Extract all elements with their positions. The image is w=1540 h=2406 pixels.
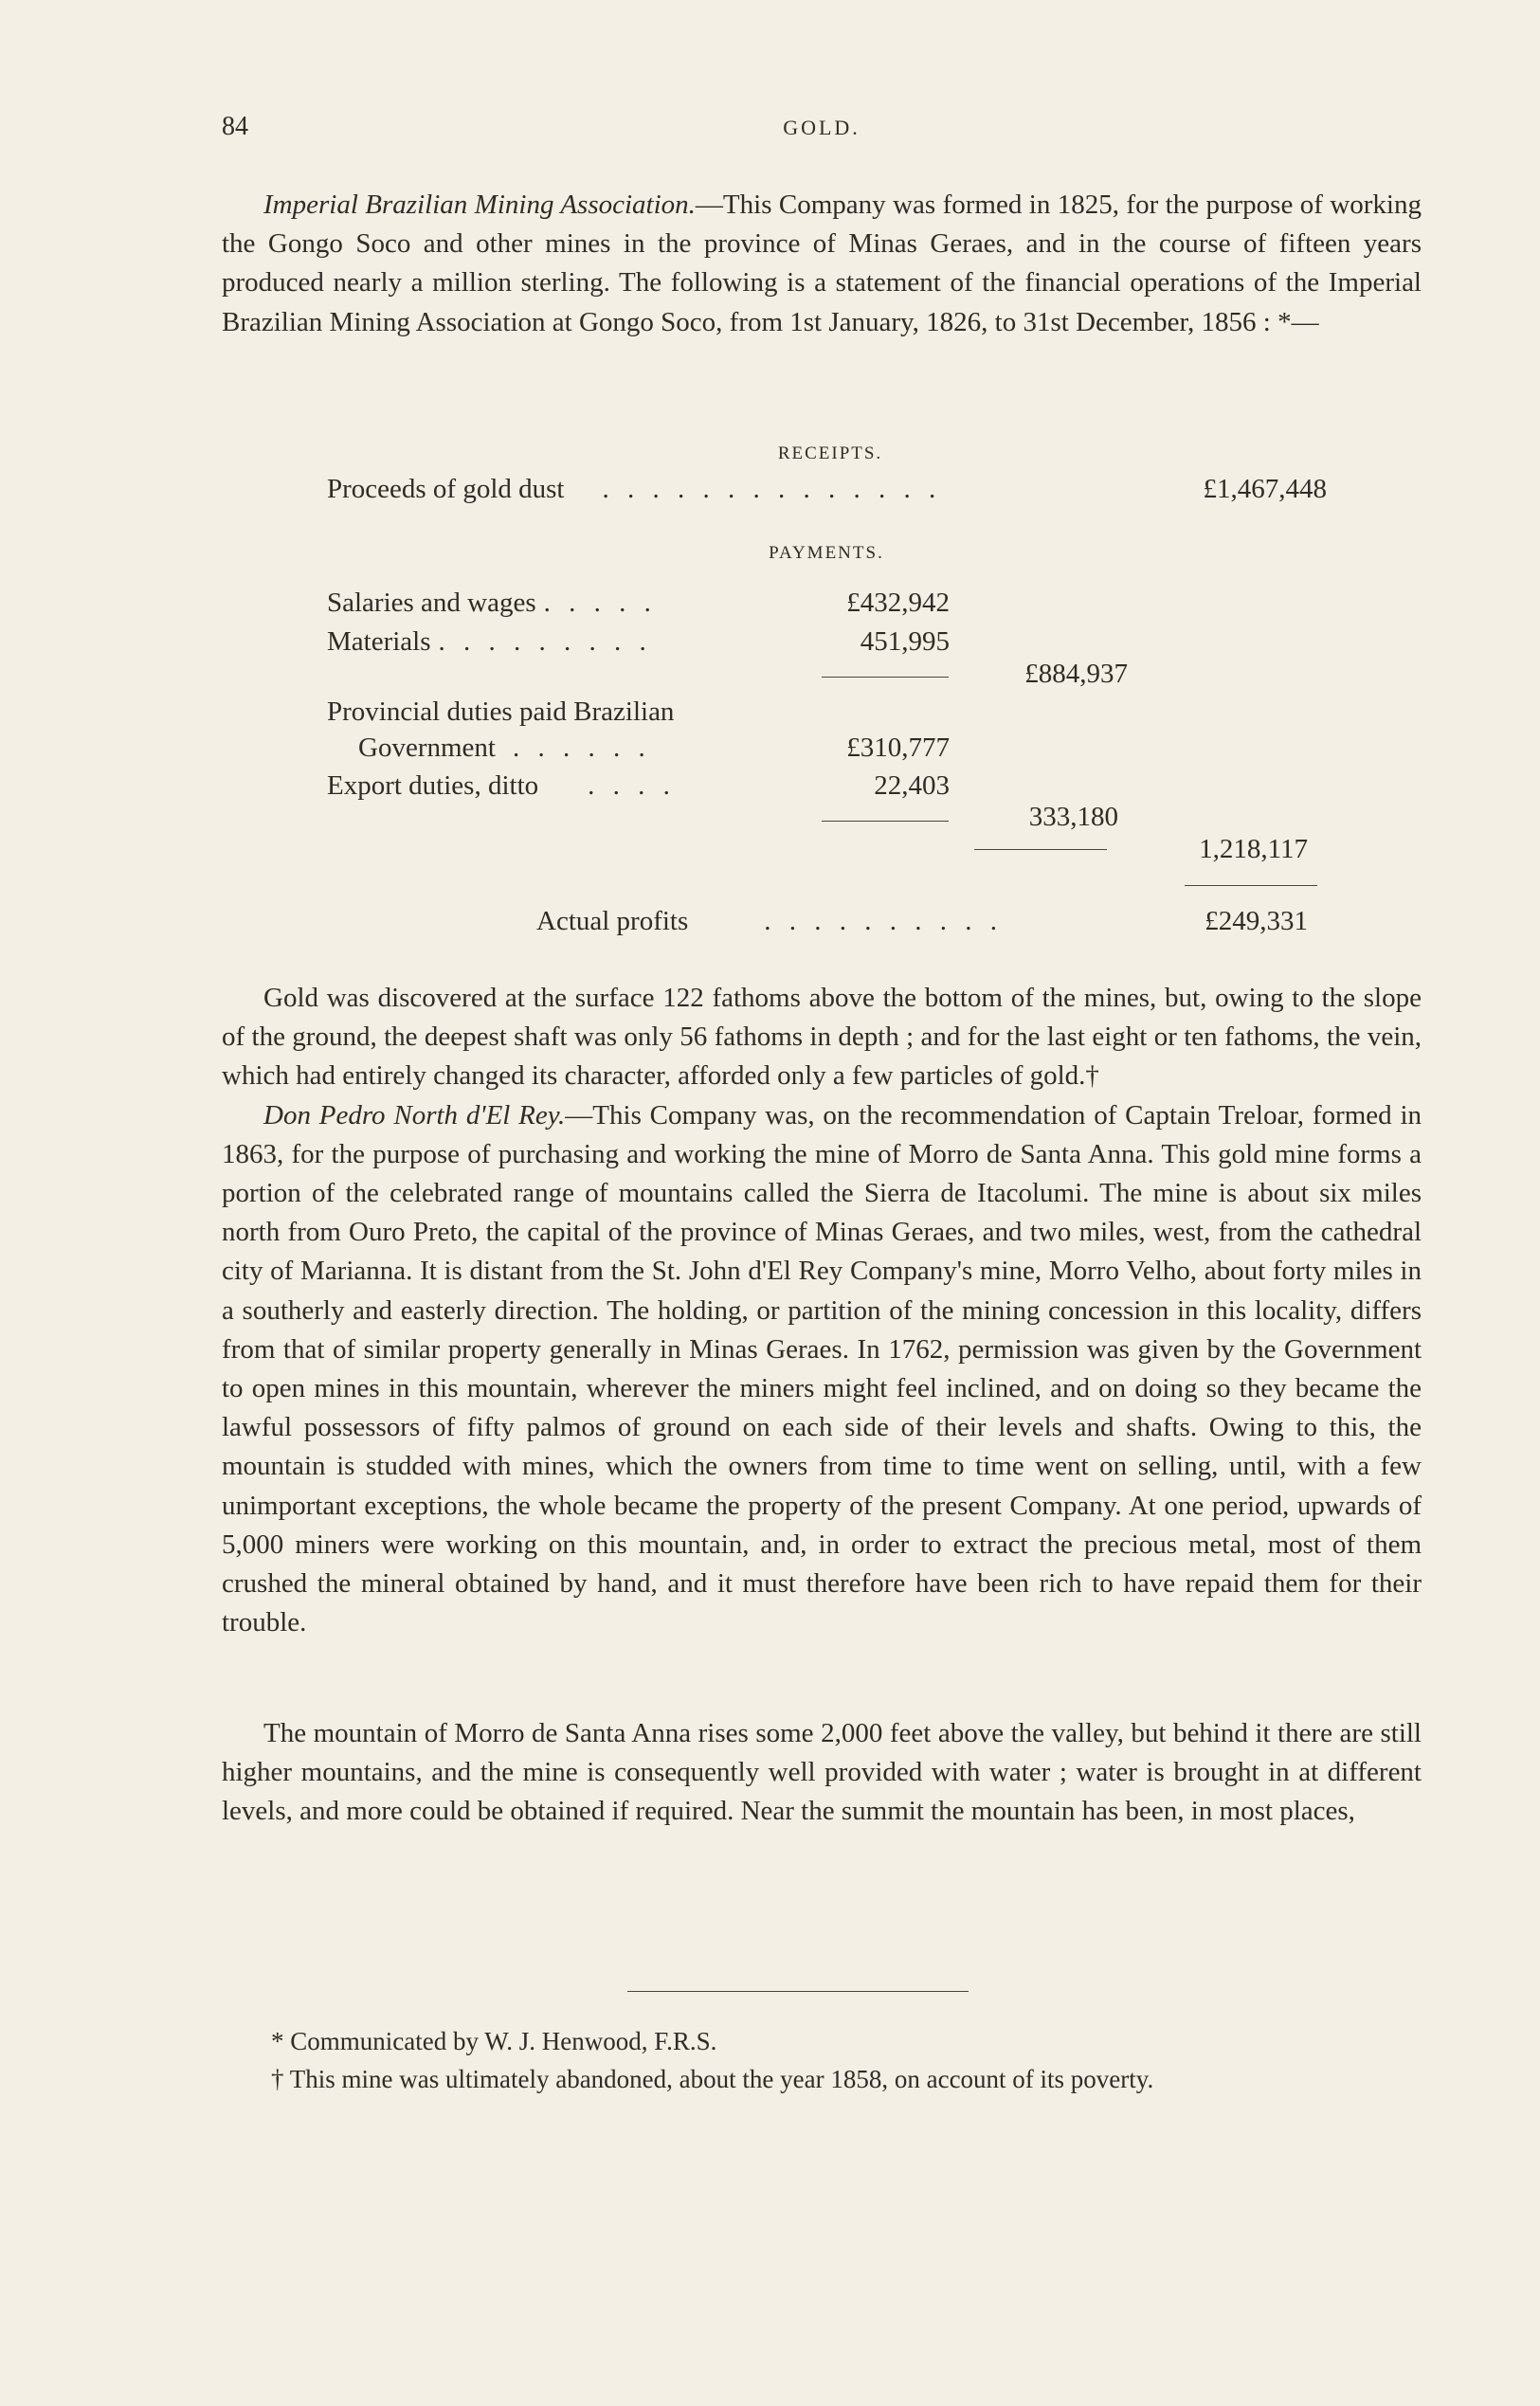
subtotal-2-amount: 333,180 (1028, 802, 1118, 832)
running-title: GOLD. (783, 116, 861, 139)
subtotal-rule-3 (974, 849, 1107, 850)
provincial-amount: £310,777 (846, 733, 950, 763)
subtotal-1-amount: £884,937 (1024, 659, 1128, 689)
provincial-row-label-1: Provincial duties paid Brazilian (327, 696, 675, 727)
salaries-amount: £432,942 (846, 588, 950, 618)
page-number: 84 (222, 112, 248, 141)
footnote-2: † This mine was ultimately abandoned, about the year 1858, on account of its poverty. (271, 2065, 1154, 2093)
salaries-row-label: Salaries and wages . . . . . (327, 588, 657, 618)
subtotal-rule-2 (822, 821, 949, 822)
provincial-row-label-2: Government . . . . . . (358, 733, 651, 763)
footnote-rule (627, 1991, 969, 1992)
proceeds-amount: £1,467,448 (1203, 474, 1327, 504)
don-pedro-text: —This Company was, on the recommendation of Captain Treloar, formed in 1863, for the purpose of purchasing and working the mine of Morro de Santa Anna. This gold mine forms a portion of the celebrated range of mountains called the Sierra de Itacolumi. The mine is about six miles north from Ouro Preto, the capital of the province of Minas Geraes, and two miles, west, from the cathedral city of Marianna. It is distant from the St. John d'El Rey Company's mine, Morro Velho, about forty miles in a southerly and easterly direction. The holding, or partition of the mining concession in this locality, differs from that of similar property generally in Minas Geraes. In 1762, permission was given by the Government to open mines in this mountain, wherever the miners might feel inclined, and on doing so they became the lawful possessors of fifty palmos of ground on each side of their levels and shafts. Owing to this, the mountain is studded with mines, which the owners from time to time went on selling, until, with a few unimportant exceptions, the whole became the property of the present Company. At one period, upwards of 5,000 miners were working on this mountain, and, in order to extract the precious metal, most of them crushed the mineral obtained by hand, and it must therefore have been rich to have repaid them for their trouble. (222, 1099, 1422, 1638)
materials-row-label: Materials . . . . . . . . . (327, 626, 652, 657)
footnote-1: * Communicated by W. J. Henwood, F.R.S. (271, 2027, 717, 2055)
total-payments-amount: 1,218,117 (1199, 834, 1308, 864)
intro-text: —This Company was formed in 1825, for the purpose of working the Gongo Soco and other mines in the province of Minas Geraes, and in the course of fifteen years produced nearly a million sterling. The following is a statement of the financial operations of the Imperial Brazilian Mining Association at Gongo Soco, from 1st January, 1826, to 31st December, 1856 : *— (222, 190, 1422, 337)
morro-text: The mountain of Morro de Santa Anna rises some 2,000 feet above the valley, but behind it there are still higher mountains, and the mine is consequently well provided with water ; water is brought in at different levels, and more could be obtained if required. Near the summit the mountain has been, in most places, (222, 1718, 1422, 1827)
export-row-label: Export duties, ditto . . . . (327, 770, 676, 801)
intro-company-name: Imperial Brazilian Mining Association. (263, 190, 696, 220)
page-header (222, 112, 1422, 150)
profits-row-label: Actual profits . . . . . . . . . . (536, 906, 1004, 936)
body-paragraphs (222, 979, 1422, 1642)
export-amount: 22,403 (874, 770, 950, 801)
profit-rule (1185, 885, 1317, 886)
gold-discovery-text: Gold was discovered at the surface 122 fathoms above the bottom of the mines, but, owing to the slope of the ground, the deepest shaft was only 56 fathoms in depth ; and for the last eight or ten fathoms, the vein, which had entirely changed its character, afforded only a few particles of gold.† (222, 983, 1422, 1092)
intro-paragraph (222, 186, 1422, 342)
subtotal-rule-1 (822, 677, 949, 678)
don-pedro-company-name: Don Pedro North d'El Rey. (263, 1099, 566, 1131)
receipts-heading: RECEIPTS. (777, 443, 883, 463)
morro-paragraph (222, 1714, 1422, 1832)
payments-heading: PAYMENTS. (769, 543, 884, 563)
proceeds-row-label: Proceeds of gold dust . . . . . . . . . . . . . . (327, 474, 942, 504)
materials-amount: 451,995 (860, 626, 950, 657)
profits-amount: £249,331 (1205, 906, 1308, 936)
